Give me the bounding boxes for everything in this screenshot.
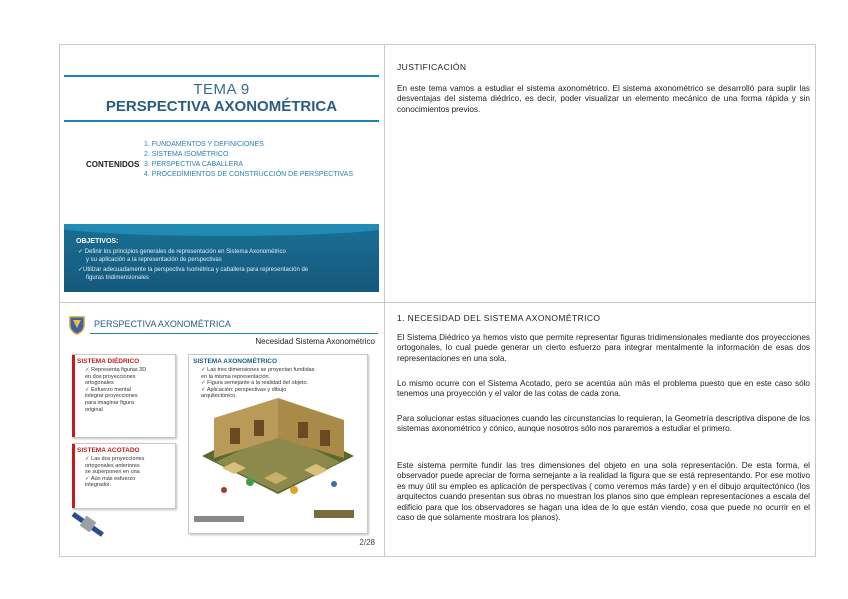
objective-line: y su aplicación a la representación de perspectivas: [86, 257, 222, 263]
slide-2-rule: [90, 333, 378, 334]
slide-2-title: PERSPECTIVA AXONOMÉTRICA: [94, 319, 231, 329]
diedrico-item: integrar proyecciones: [85, 393, 138, 400]
diedrico-item: ✓ Representa figuras 3D: [85, 367, 147, 373]
acotado-item: integrador.: [85, 482, 111, 489]
contents-label: CONTENIDOS: [86, 160, 140, 169]
axonometrico-item: ✓ Las tres dimensiones se proyectan fundidas: [201, 367, 315, 373]
diedrico-heading: SISTEMA DIÉDRICO: [77, 358, 140, 365]
contents-item: 2. SISTEMA ISOMÉTRICO: [144, 151, 229, 158]
slide-1-top-rule: [64, 75, 379, 77]
contents-item: 4. PROCEDIMIENTOS DE CONSTRUCCIÓN DE PERSPECTIVAS: [144, 171, 353, 178]
necesidad-heading: 1. NECESIDAD DEL SISTEMA AXONOMÉTRICO: [397, 313, 601, 323]
slide-1-bottom-rule: [64, 120, 379, 122]
wave-decoration: [64, 224, 379, 236]
diedrico-item: para imaginar figura: [85, 399, 134, 406]
slide-1-title: TEMA 9: [193, 81, 250, 98]
axonometrico-heading: SISTEMA AXONOMÉTRICO: [193, 358, 278, 365]
objective-line: ✓ Definir los principios generales de representación en Sistema Axonométrico: [78, 249, 286, 255]
diedrico-item: en dos proyecciones: [85, 373, 136, 380]
justificacion-paragraph: En este tema vamos a estudiar el sistema axonométrico. El sistema axonométrico se desarrolló para suplir las desventajas del sistema diédrico, es decir, poder visualizar un elemento mecánico de una forma rápida y sin conocimientos previos.: [397, 84, 810, 114]
vertical-divider: [384, 44, 385, 557]
necesidad-paragraph: Para solucionar estas situaciones cuando las circunstancias lo requieran, la Geometría descriptiva dispone de los sistemas axonométrico y cónico, aunque nosotros sólo nos pararemos a estudiar el primero.: [397, 414, 810, 434]
contents-item: 3. PERSPECTIVA CABALLERA: [144, 161, 244, 168]
shield-icon: [68, 315, 86, 335]
diedrico-item: original: [85, 406, 103, 413]
objective-line: figuras tridimensionales: [86, 275, 150, 281]
objective-line: ✓Utilizar adecuadamente la perspectiva Isométrica y caballera para representación de: [78, 267, 309, 273]
axonometrico-item: en la misma representación.: [201, 373, 271, 380]
slide-1-thumbnail: [64, 50, 379, 292]
acotado-item: se superponen en una: [85, 469, 140, 476]
objectives-panel: [64, 224, 379, 292]
satellite-icon: [68, 504, 108, 544]
slide-1-subtitle: PERSPECTIVA AXONOMÉTRICA: [105, 98, 338, 115]
accent-bar: [72, 444, 75, 508]
isometric-castle-illustration: [194, 398, 362, 530]
acotado-item: ✓ Aún más esfuerzo: [85, 475, 136, 482]
diedrico-box: [72, 354, 176, 438]
acotado-item: ✓ Las dos proyecciones: [85, 456, 145, 462]
accent-bar: [72, 355, 75, 437]
necesidad-paragraph: El Sistema Diédrico ya hemos visto que permite representar figuras tridimensionales mediante dos proyecciones ortogonales, lo cual puede generar un cierto esfuerzo para integrar mentalmente la información de esas dos representaciones en una sola.: [397, 333, 810, 363]
acotado-heading: SISTEMA ACOTADO: [77, 447, 140, 454]
diedrico-item: ortogonales: [85, 380, 114, 387]
slide-2-subtitle: Necesidad Sistema Axonométrico: [255, 337, 375, 346]
axonometrico-item: ✓ Aplicación: perspectivas y dibujo: [201, 386, 287, 393]
slide-2-thumbnail: [64, 308, 379, 552]
justificacion-heading: JUSTIFICACIÓN: [397, 62, 467, 72]
contents-list: [144, 140, 353, 180]
horizontal-divider: [59, 302, 816, 303]
necesidad-paragraph: Lo mismo ocurre con el Sistema Acotado, pero se acentúa aún más el problema puesto que en este caso sólo tenemos una proyección y el valor de las cotas de cada zona.: [397, 379, 810, 399]
acotado-box: [72, 443, 176, 509]
diedrico-item: ✓ Esfuerzo mental: [85, 386, 131, 393]
objectives-label: OBJETIVOS:: [76, 238, 119, 245]
acotado-item: ortogonales anteriores: [85, 462, 140, 469]
axonometrico-item: arquitectónico.: [201, 393, 237, 400]
contents-item: 1. FUNDAMENTOS Y DEFINICIONES: [144, 141, 264, 148]
axonometrico-item: ✓ Figura semejante a la realidad del objeto.: [201, 380, 309, 387]
slide-number: 2/28: [359, 538, 375, 547]
necesidad-paragraph: Este sistema permite fundir las tres dimensiones del objeto en una sola representación. De esta forma, el observador puede apreciar de forma semejante a la realidad la figura que se está representando. Por ese motivo es muy útil su empleo es aplicación de perspectivas ( como veremos más tarde) y en el dibujo arquitectónico (los arquitectos cuando presentan sus obras no muestran los planos sino que emplean representaciones a escala del edificio para que los observadores se hagan una idea de lo que están viendo, cosa que puede no ocurrir en el caso de que solamente mostrara los planos).: [397, 461, 810, 523]
